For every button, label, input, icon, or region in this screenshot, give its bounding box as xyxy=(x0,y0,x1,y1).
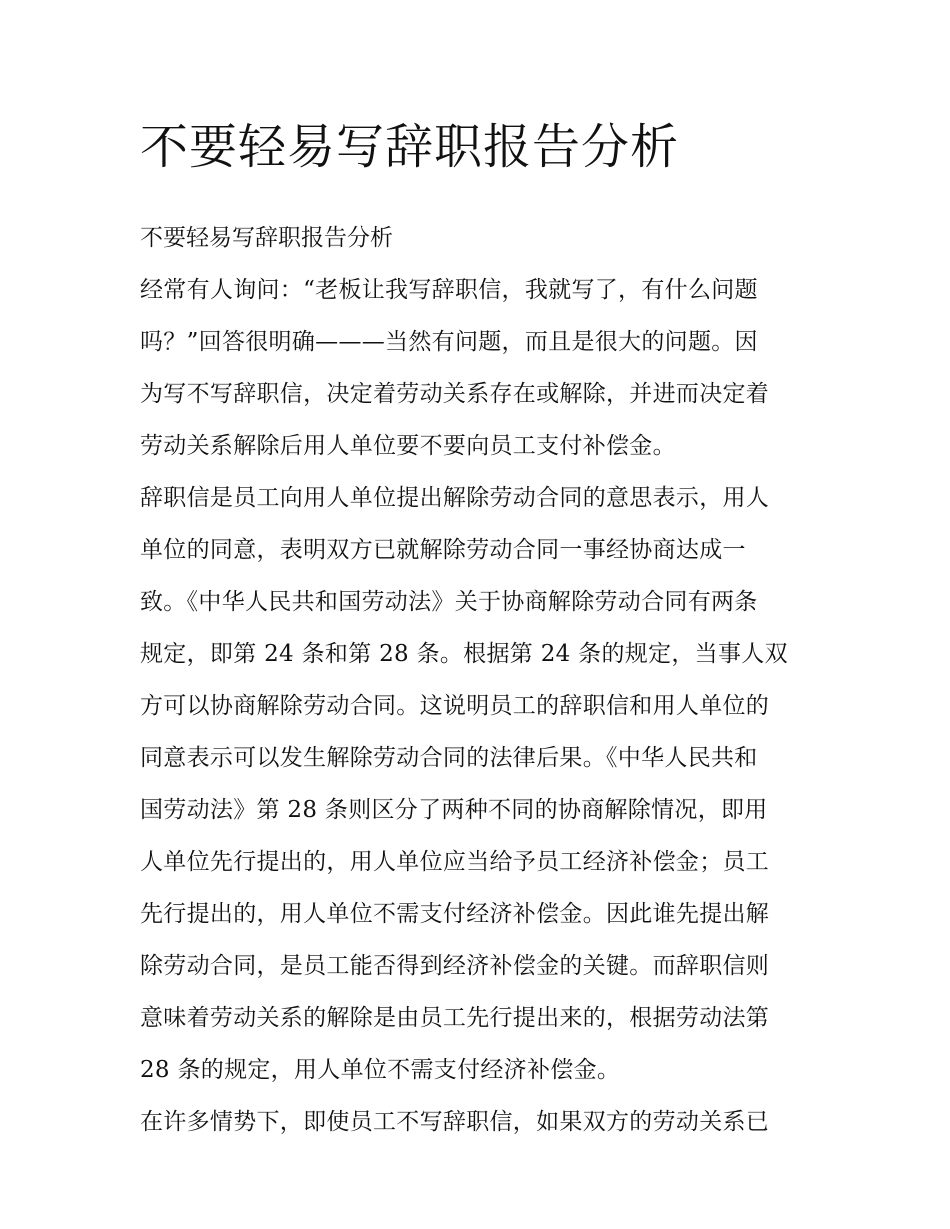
body-line: 28 条的规定，用人单位不需支付经济补偿金。 xyxy=(140,1057,621,1083)
document-page xyxy=(140,112,812,1148)
body-line: 同意表示可以发生解除劳动合同的法律后果。《中华人民共和 xyxy=(140,745,758,771)
body-line: 单位的同意，表明双方已就解除劳动合同一事经协商达成一 xyxy=(140,537,746,563)
body-line: 人单位先行提出的，用人单位应当给予员工经济补偿金；员工 xyxy=(140,849,770,875)
body-line: 意味着劳动关系的解除是由员工先行提出来的，根据劳动法第 xyxy=(140,1005,770,1031)
body-line: 为写不写辞职信，决定着劳动关系存在或解除，并进而决定着 xyxy=(140,381,770,407)
body-line: 方可以协商解除劳动合同。这说明员工的辞职信和用人单位的 xyxy=(140,693,770,719)
body-line: 致。《中华人民共和国劳动法》关于协商解除劳动合同有两条 xyxy=(140,589,758,615)
document-subtitle: 不要轻易写辞职报告分析 xyxy=(140,225,393,251)
body-line: 辞职信是员工向用人单位提出解除劳动合同的意思表示，用人 xyxy=(140,485,770,511)
body-line: 劳动关系解除后用人单位要不要向员工支付补偿金。 xyxy=(140,433,676,459)
body-line: 吗？”回答很明确———当然有问题，而且是很大的问题。因 xyxy=(140,329,758,355)
document-body xyxy=(140,264,812,1148)
body-line: 在许多情势下，即使员工不写辞职信，如果双方的劳动关系已 xyxy=(140,1109,770,1135)
body-line: 先行提出的，用人单位不需支付经济补偿金。因此谁先提出解 xyxy=(140,901,770,927)
body-line: 国劳动法》第 28 条则区分了两种不同的协商解除情况，即用 xyxy=(140,797,768,823)
body-line: 规定，即第 24 条和第 28 条。根据第 24 条的规定，当事人双 xyxy=(140,641,788,667)
body-line: 经常有人询问：“老板让我写辞职信，我就写了，有什么问题 xyxy=(140,277,758,303)
body-line: 除劳动合同，是员工能否得到经济补偿金的关键。而辞职信则 xyxy=(140,953,770,979)
document-title: 不要轻易写辞职报告分析 xyxy=(140,119,680,175)
